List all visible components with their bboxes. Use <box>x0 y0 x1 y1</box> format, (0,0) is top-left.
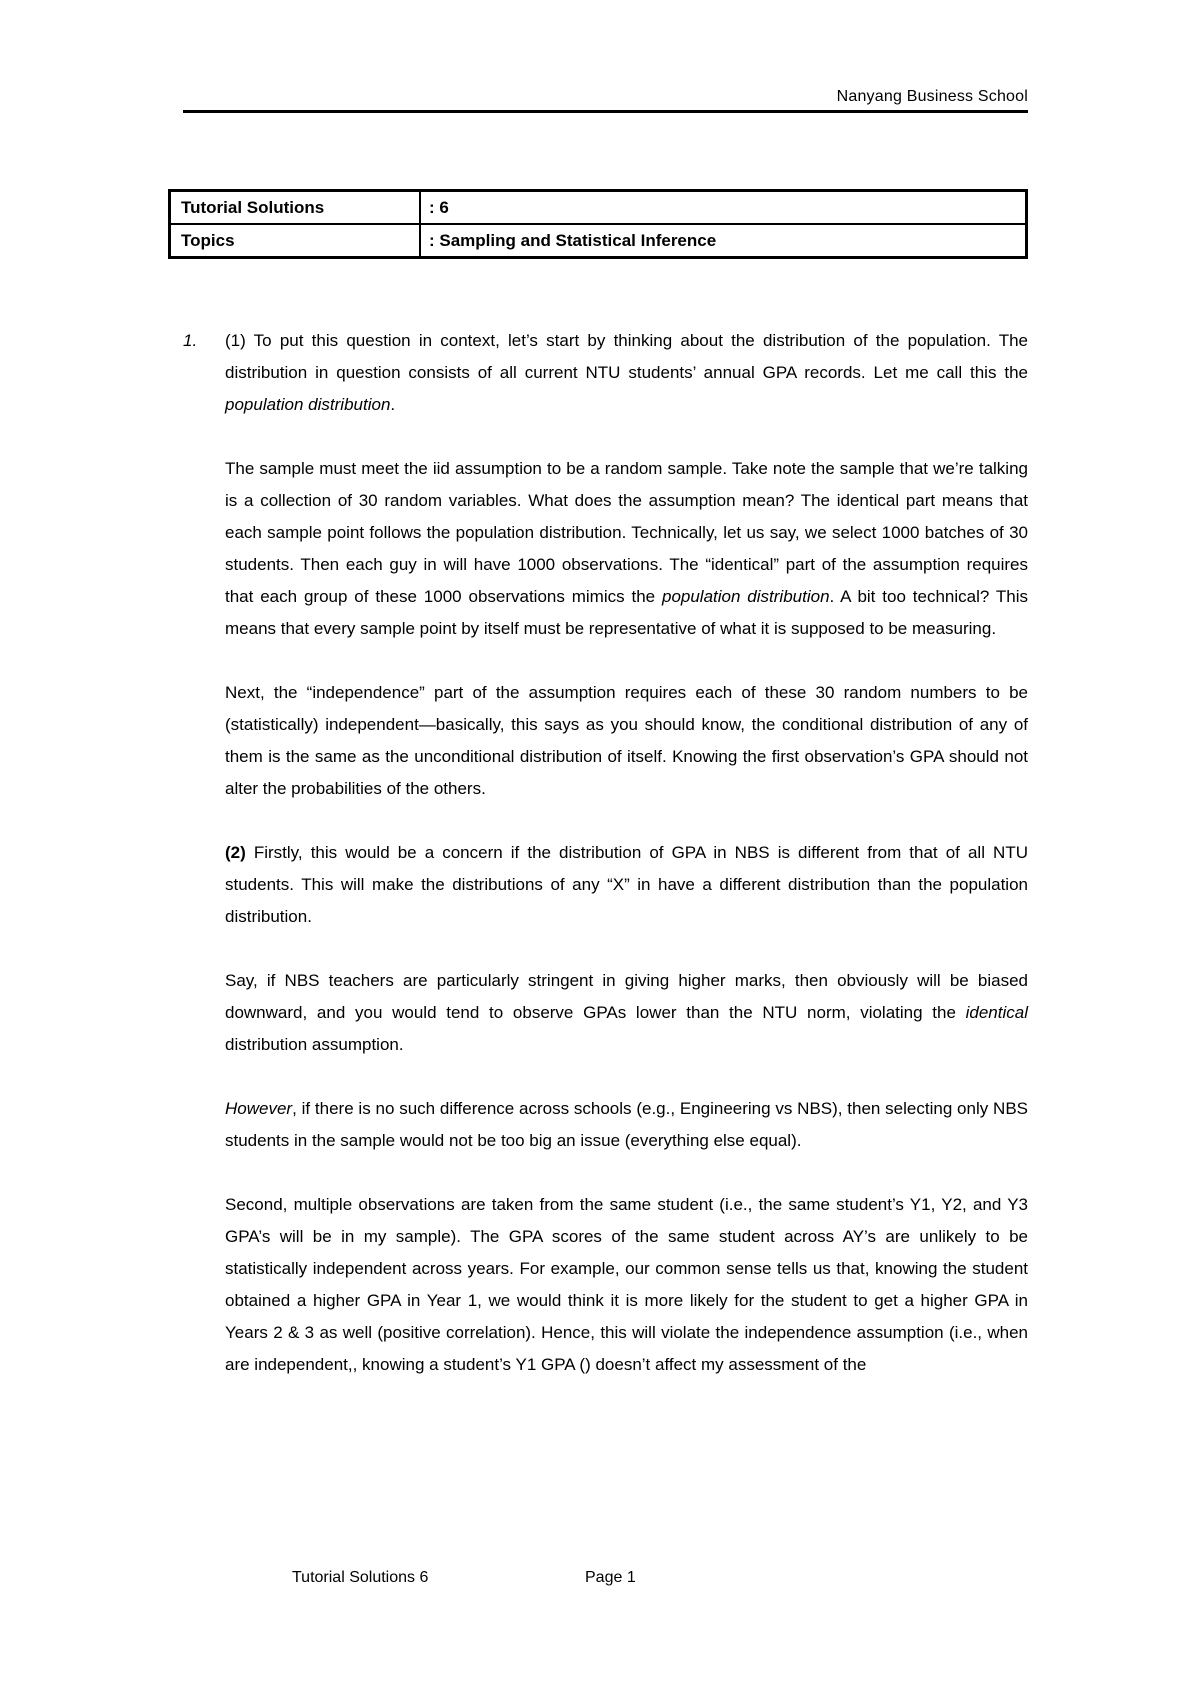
footer-page-number: Page 1 <box>585 1569 636 1586</box>
paragraph-4 <box>225 837 1028 933</box>
info-row-tutorial <box>171 192 1025 223</box>
paragraph-1 <box>225 325 1028 421</box>
paragraph-2 <box>225 453 1028 645</box>
info-value-tutorial: : 6 <box>429 198 449 217</box>
p1-emphasis: population distribution <box>225 395 391 414</box>
paragraph-5 <box>225 965 1028 1061</box>
p2-text-a: The sample must meet the iid assumption to be a random sample. Take note the sample that we’re talking is a collection of 30 random variables. What does the assumption mean? The identical part means that each sample point follows the population distribution. Technically, let us say, we select 1000 batches of 30 students. Then each guy in will have 1000 observations. The “identical” part of the assumption requires that each group of these 1000 observations mimics the <box>225 459 1028 606</box>
info-label-topics: Topics <box>171 225 421 256</box>
footer-title: Tutorial Solutions 6 <box>292 1569 429 1586</box>
p1-text-a: (1) To put this question in context, let’s start by thinking about the distribution of the population. The distribution in question consists of all current NTU students’ annual GPA records. Let me call this the <box>225 331 1028 382</box>
p4-label: (2) <box>225 843 246 862</box>
info-row-topics <box>171 223 1025 256</box>
question-item <box>183 325 1028 1381</box>
p5-text-a: Say, if NBS teachers are particularly stringent in giving higher marks, then obviously will be biased downward, and you would tend to observe GPAs lower than the NTU norm, violating the <box>225 971 1028 1022</box>
p6-text: , if there is no such difference across schools (e.g., Engineering vs NBS), then selecting only NBS students in the sample would not be too big an issue (everything else equal). <box>225 1099 1028 1150</box>
p1-text-b: . <box>390 395 396 414</box>
paragraph-6 <box>225 1093 1028 1157</box>
info-table <box>168 189 1028 259</box>
p5-emphasis: identical <box>965 1003 1028 1022</box>
p2-text-b: . A bit too technical? This means that every sample point by itself must be representative of what it is supposed to be measuring. <box>225 587 1028 638</box>
solution-content <box>183 325 1028 1381</box>
paragraph-3: Next, the “independence” part of the assumption requires each of these 30 random numbers to be (statistically) independent—basically, this says as you should know, the conditional distribution of any of them is the same as the unconditional distribution of itself. Knowing the first observation’s GPA should not alter the probabilities of the others. <box>225 683 1028 798</box>
p4-text: Firstly, this would be a concern if the distribution of GPA in NBS is different from that of all NTU students. This will make the distributions of any “X” in have a different distribution than the population distribution. <box>225 843 1028 926</box>
header-rule <box>183 110 1028 113</box>
info-label-tutorial: Tutorial Solutions <box>171 192 421 223</box>
question-body <box>225 325 1028 1381</box>
header-school-name: Nanyang Business School <box>836 88 1028 105</box>
question-number: 1. <box>183 331 198 350</box>
p5-text-b: distribution assumption. <box>225 1035 404 1054</box>
paragraph-7: Second, multiple observations are taken from the same student (i.e., the same student’s Y1, Y2, and Y3 GPA’s will be in my sample). The GPA scores of the same student across AY’s are unlikely to be statistically independent across years. For example, our common sense tells us that, knowing the student obtained a higher GPA in Year 1, we would think it is more likely for the student to get a higher GPA in Years 2 & 3 as well (positive correlation). Hence, this will violate the independence assumption (i.e., when are independent,, knowing a student’s Y1 GPA () doesn’t affect my assessment of the <box>225 1195 1028 1374</box>
p2-emphasis: population distribution <box>661 587 830 606</box>
p6-emphasis: However <box>225 1099 293 1118</box>
info-value-topics: : Sampling and Statistical Inference <box>429 231 717 250</box>
